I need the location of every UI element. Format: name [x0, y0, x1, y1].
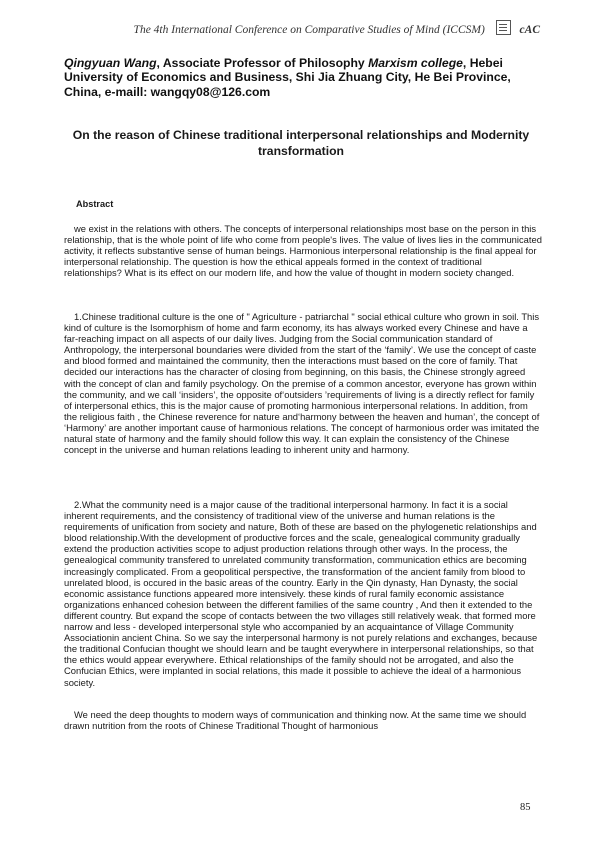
author-position: , Associate Professor of Philosophy: [156, 56, 369, 70]
author-college: Marxism college: [368, 56, 463, 70]
paper-title: On the reason of Chinese traditional interpersonal relationships and Modernity transformation: [72, 128, 530, 158]
body-paragraph-3: We need the deep thoughts to modern ways of communication and thinking now. At the same time we should drawn nutrition from the roots of Chinese Traditional Thought of harmonious: [64, 709, 527, 732]
conference-name: The 4th International Conference on Comparative Studies of Mind (ICCSM): [133, 24, 485, 36]
body-paragraph-2: 2.What the community need is a major cause of the traditional interpersonal harmony. In fact it is a social inherent requirements, and the consistency of traditional view of the universe and human relations is the requirements of unification from society and nature, Both of these are based on the phylogenetic relationships and blood relationship.With the development of productive forces and the scale, genealogical community gradually extend the production activities scope to adjust production relations through other ways. In the process, the genealogical community transfered to unrelated community transformation, communication ethics are becoming increasingly complicated. From a geopolitical perspective, the transformation of the ancient family from blood to unrelated blood, is occured in the basic areas of the country. Early in the Qin dynasty, Han Dynasty, the social economic assistance functions appeared more intensively. these kinds of rural family economic assistance organizations enhanced cohesion between the different families of the same country , And then it extended to the different country. But expand the scope of contacts between the two villages still relatively weak. that formed more narrow and less - developed interpersonal style who accompanied by an acquaintance of Village Community Associationin ancient China. So we say the interpersonal harmony is not purely relations and exchanges, because the traditional Confucian thought we should learn and be taught everywhere in interpersonal relationships, so that the ethics would appear everywhere. Ethical relationships of the family should not be arrogated, and also the Confucian Ethics, were implanted in social relations, this made it possible to achieve the ideal of a harmonious society.: [64, 499, 538, 688]
page-number: 85: [520, 802, 531, 813]
abstract-paragraph: we exist in the relations with others. The concepts of interpersonal relationships most base on the person in this relationship, that is the whole point of life who come from people's lives. The value of lives lies in the communicated activity, it reflects substantive sense of human beings. Harmonious interpersonal relationship is the final appeal for interpersonal relationship. The question is how the ethical appeals formed in the context of traditional relationships? What is its effect on our modern life, and how the value of thought in modern society changed.: [64, 223, 542, 279]
author-name: Qingyuan Wang: [64, 56, 157, 70]
conference-logo-icon: [496, 20, 511, 35]
abstract-heading: Abstract: [76, 199, 114, 209]
body-paragraph-1: 1.Chinese traditional culture is the one of " Agriculture - patriarchal " social ethical culture who grown in soil. This kind of culture is the Isomorphism of home and farm economy, its has always worked every Chinese and have a far-reaching impact on all aspects of our daily lives. Judging from the Social communication standard of Anthropology, the interpersonal boundaries were divided from the start of the ‘family’. We use the concept of caste and blood formed and maintained the community, then the interactions must based on the core of family. That decided our interactions has the character of closing from beginning, on this basis, the Chinese strongly agreed with the concept of clan and family psychology. On the premise of a common ancestor, everyone has grown within the community, and we call ‘insiders’, the opposite of‘outsiders ’requirements of living is a directly reflect for family of interpersonal ethics, this is the major cause of promoting harmonious interpersonal relations. In addition, from the religious faith , the Chinese reverence for nature and‘harmony between the heaven and human’, the concept of ‘Harmony’ are another important cause of harmonious relations. The concept of harmonious order was imitated the natural state of harmony and the family should follow this way. It can explain the consistency of the Chinese concept in the universe and human relations leading to inherent unity and harmony.: [64, 311, 540, 456]
author-block: [64, 56, 538, 99]
conference-logo-text: cAC: [519, 24, 540, 36]
running-header: [134, 20, 540, 36]
author-affiliation: , Hebei University of Economics and Business, Shi Jia Zhuang City, He Bei Province, China, e-maill: wangqy08@126.com: [64, 56, 511, 99]
